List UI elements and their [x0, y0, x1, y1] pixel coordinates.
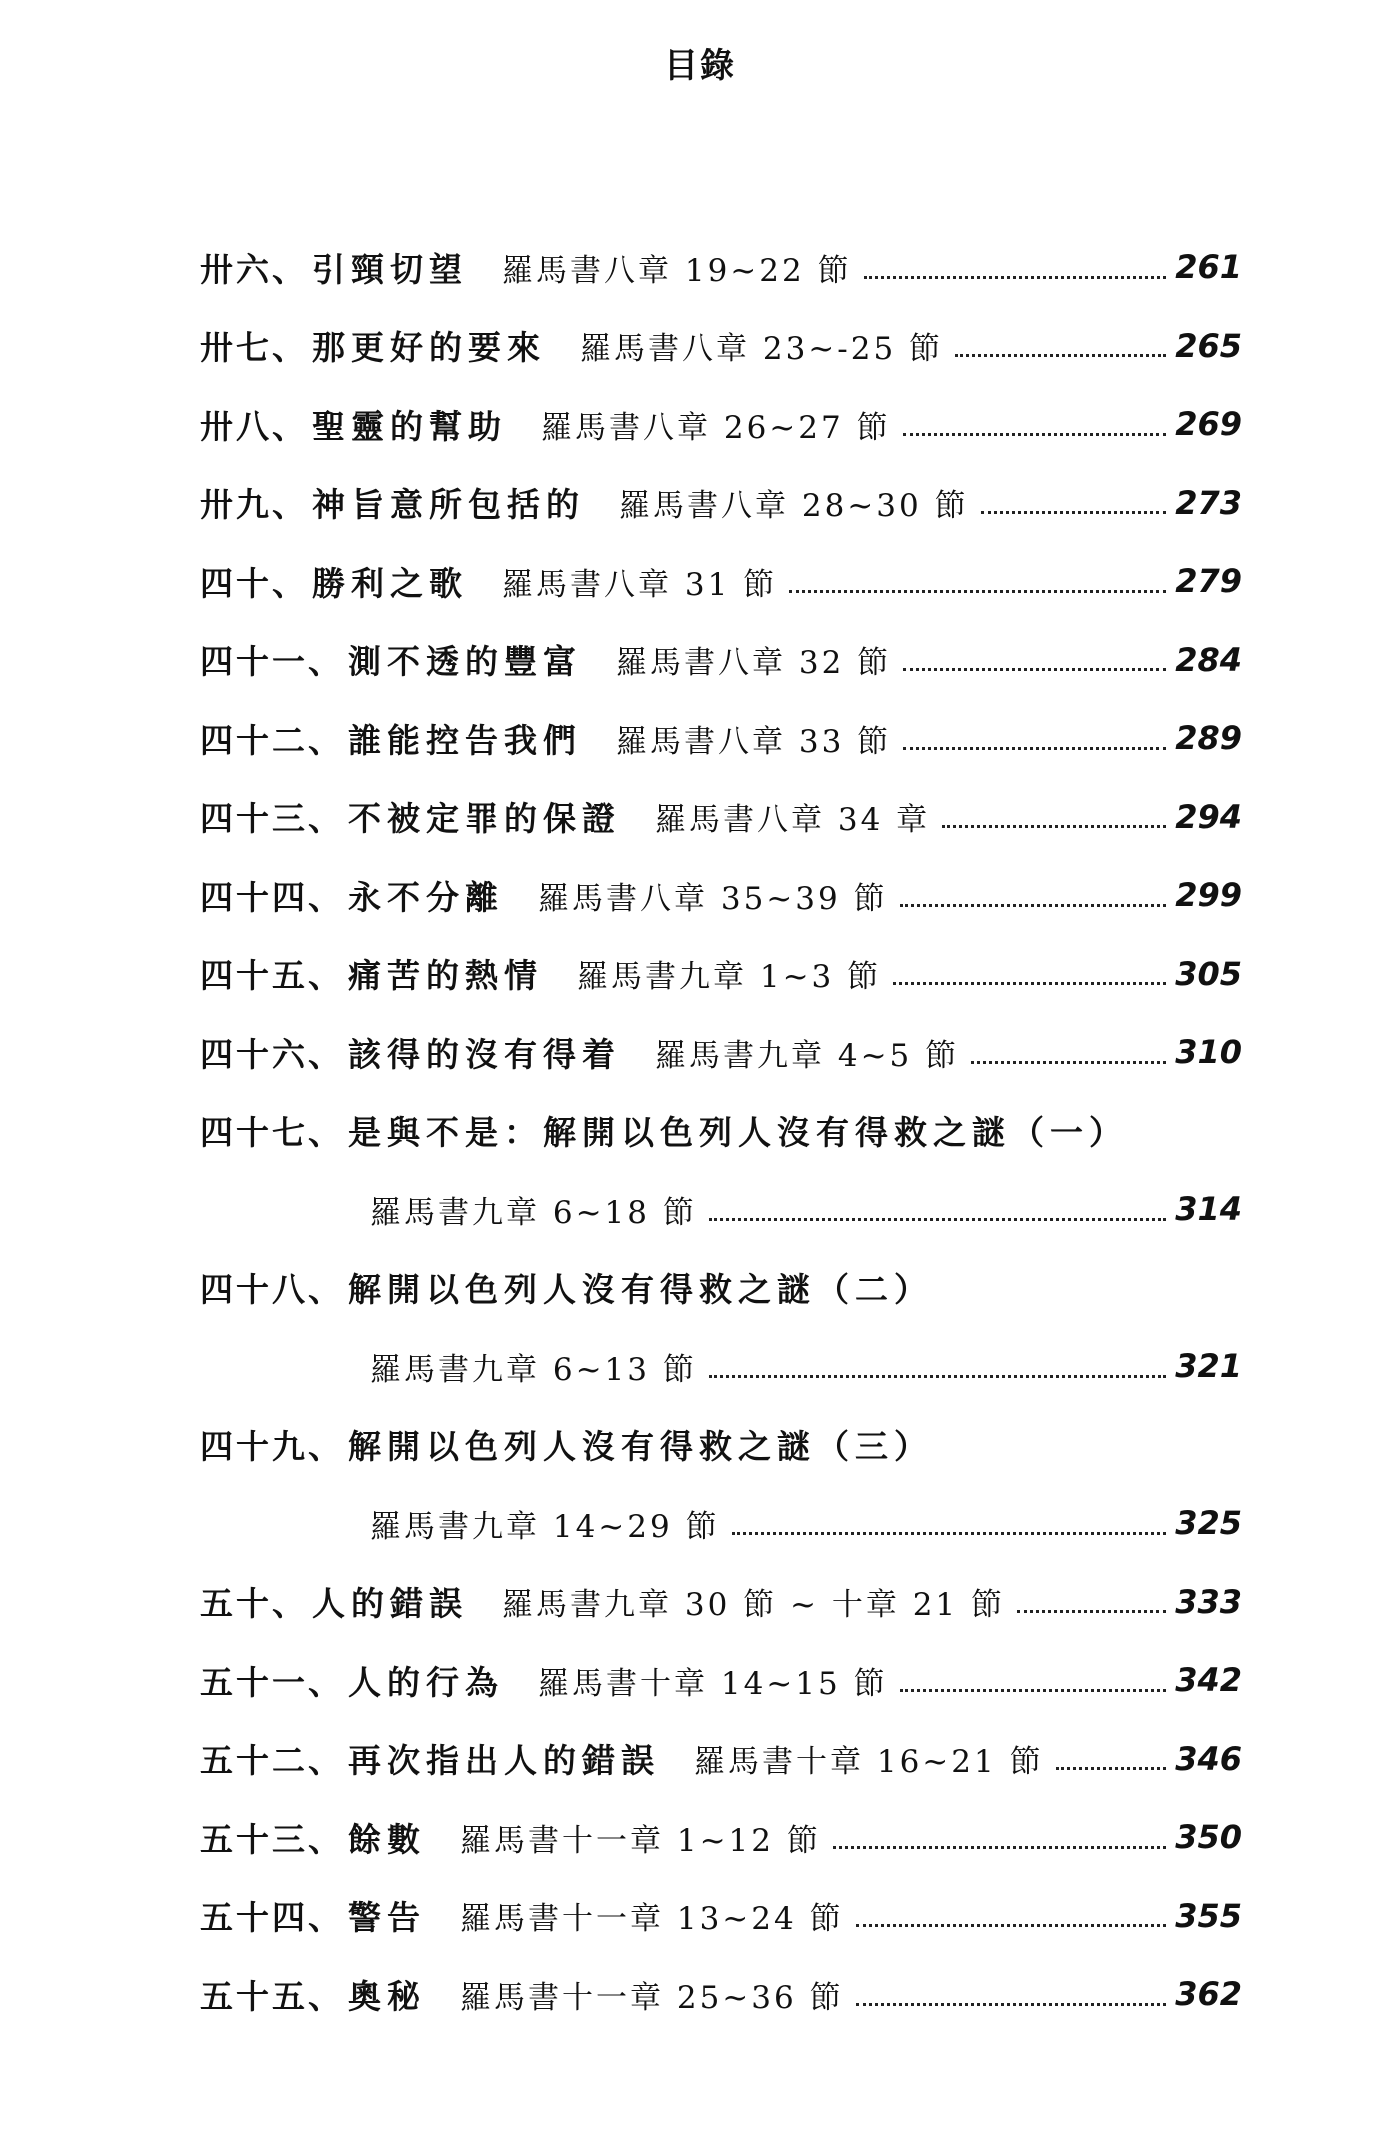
entry-page-number: 355 [1175, 1896, 1242, 1935]
dot-leader [903, 747, 1166, 750]
entry-scripture-ref: 羅馬書九章 6~13 節 [370, 1351, 697, 1388]
entry-page-number: 261 [1175, 248, 1242, 287]
entry-title: 人的行為 [348, 1662, 504, 1702]
entry-title: 勝利之歌 [312, 563, 468, 603]
toc-entry[interactable] [0, 1013, 1400, 1092]
toc-entry[interactable] [0, 542, 1400, 621]
entry-page-number: 333 [1175, 1582, 1242, 1621]
entry-scripture-ref: 羅馬書十章 14~15 節 [538, 1665, 888, 1702]
dot-leader [981, 511, 1166, 514]
entry-title: 人的錯誤 [312, 1584, 468, 1624]
entry-number: 五十二、 [200, 1741, 344, 1781]
dot-leader [971, 1061, 1166, 1064]
entry-scripture-ref: 羅馬書九章 14~29 節 [370, 1508, 720, 1545]
entry-title: 再次指出人的錯誤 [348, 1741, 660, 1781]
entry-title: 是與不是：解開以色列人沒有得救之謎（一） [348, 1113, 1128, 1153]
entry-number: 五十四、 [200, 1898, 344, 1938]
entry-scripture-ref: 羅馬書十章 16~21 節 [694, 1744, 1044, 1781]
entry-scripture-ref: 羅馬書八章 19~22 節 [502, 252, 852, 289]
entry-page-number: 273 [1175, 483, 1242, 522]
entry-scripture-ref: 羅馬書八章 32 節 [616, 645, 892, 682]
entry-scripture-ref: 羅馬書九章 6~18 節 [370, 1194, 697, 1231]
entry-number: 四十七、 [200, 1113, 344, 1153]
entry-title: 那更好的要來 [312, 328, 546, 368]
toc-entry[interactable] [0, 1955, 1400, 2034]
dot-leader [903, 433, 1166, 436]
toc-entry[interactable] [0, 621, 1400, 700]
entry-page-number: 362 [1175, 1975, 1242, 2014]
entry-page-number: 314 [1175, 1190, 1242, 1229]
dot-leader [1017, 1610, 1166, 1613]
entry-title: 痛苦的熱情 [348, 956, 543, 996]
entry-scripture-ref: 羅馬書九章 1~3 節 [577, 959, 882, 996]
entry-title: 不被定罪的保證 [348, 799, 621, 839]
entry-title: 餘數 [348, 1819, 426, 1859]
dot-leader [833, 1846, 1166, 1849]
toc-entry[interactable] [0, 1798, 1400, 1877]
dot-leader [900, 1689, 1166, 1692]
dot-leader [864, 276, 1166, 279]
dot-leader [942, 825, 1166, 828]
toc-entry[interactable] [0, 464, 1400, 543]
entry-scripture-ref: 羅馬書十一章 1~12 節 [460, 1822, 821, 1859]
entry-page-number: 346 [1175, 1739, 1242, 1778]
entry-scripture-ref: 羅馬書八章 26~27 節 [541, 409, 891, 446]
entry-number: 四十三、 [200, 799, 344, 839]
entry-number: 卅八、 [200, 406, 308, 446]
entry-number: 五十五、 [200, 1976, 344, 2016]
entry-number: 五十一、 [200, 1662, 344, 1702]
entry-title: 該得的沒有得着 [348, 1034, 621, 1074]
entry-number: 四十一、 [200, 642, 344, 682]
entry-scripture-ref: 羅馬書九章 4~5 節 [655, 1037, 960, 1074]
dot-leader [856, 1924, 1166, 1927]
toc-entry[interactable] [0, 1877, 1400, 1956]
entry-scripture-ref: 羅馬書八章 35~39 節 [538, 880, 888, 917]
entry-page-number: 265 [1175, 326, 1242, 365]
dot-leader [903, 668, 1166, 671]
dot-leader [900, 904, 1166, 907]
entry-title: 測不透的豐富 [348, 642, 582, 682]
dot-leader [856, 2003, 1166, 2006]
dot-leader [955, 354, 1166, 357]
entry-page-number: 321 [1175, 1347, 1242, 1386]
toc-entry[interactable] [0, 1092, 1400, 1249]
entry-page-number: 325 [1175, 1504, 1242, 1543]
toc-entry[interactable] [0, 699, 1400, 778]
toc-entry[interactable] [0, 1641, 1400, 1720]
entry-number: 四十八、 [200, 1270, 344, 1310]
toc-entry[interactable] [0, 856, 1400, 935]
entry-page-number: 284 [1175, 640, 1242, 679]
entry-number: 四十九、 [200, 1427, 344, 1467]
entry-scripture-ref: 羅馬書九章 30 節 ~ 十章 21 節 [502, 1587, 1005, 1624]
entry-title: 聖靈的幫助 [312, 406, 507, 446]
entry-page-number: 342 [1175, 1661, 1242, 1700]
table-of-contents [0, 228, 1400, 2034]
toc-entry[interactable] [0, 1249, 1400, 1406]
entry-scripture-ref: 羅馬書十一章 13~24 節 [460, 1901, 844, 1938]
dot-leader [709, 1218, 1166, 1221]
entry-number: 四十四、 [200, 877, 344, 917]
entry-scripture-ref: 羅馬書八章 33 節 [616, 723, 892, 760]
entry-number: 卅七、 [200, 328, 308, 368]
toc-entry[interactable] [0, 307, 1400, 386]
toc-entry[interactable] [0, 1563, 1400, 1642]
entry-number: 四十五、 [200, 956, 344, 996]
toc-entry[interactable] [0, 385, 1400, 464]
toc-entry[interactable] [0, 1406, 1400, 1563]
entry-number: 五十、 [200, 1584, 308, 1624]
entry-number: 卅九、 [200, 485, 308, 525]
toc-entry[interactable] [0, 935, 1400, 1014]
toc-entry[interactable] [0, 1720, 1400, 1799]
dot-leader [732, 1532, 1166, 1535]
entry-page-number: 269 [1175, 405, 1242, 444]
entry-scripture-ref: 羅馬書十一章 25~36 節 [460, 1979, 844, 2016]
entry-title: 警告 [348, 1898, 426, 1938]
entry-number: 五十三、 [200, 1819, 344, 1859]
entry-number: 四十二、 [200, 720, 344, 760]
toc-entry[interactable] [0, 228, 1400, 307]
entry-title: 永不分離 [348, 877, 504, 917]
entry-page-number: 299 [1175, 876, 1242, 915]
entry-scripture-ref: 羅馬書八章 28~30 節 [619, 488, 969, 525]
entry-title: 奧秘 [348, 1976, 426, 2016]
entry-title: 解開以色列人沒有得救之謎（三） [348, 1427, 933, 1467]
entry-page-number: 305 [1175, 954, 1242, 993]
entry-title: 誰能控告我們 [348, 720, 582, 760]
dot-leader [709, 1375, 1166, 1378]
entry-page-number: 350 [1175, 1818, 1242, 1857]
entry-scripture-ref: 羅馬書八章 31 節 [502, 566, 778, 603]
dot-leader [789, 590, 1166, 593]
entry-scripture-ref: 羅馬書八章 23~-25 節 [580, 331, 944, 368]
dot-leader [893, 982, 1166, 985]
entry-page-number: 279 [1175, 562, 1242, 601]
entry-title: 神旨意所包括的 [312, 485, 585, 525]
page-title: 目錄 [664, 46, 736, 86]
dot-leader [1056, 1767, 1166, 1770]
entry-scripture-ref: 羅馬書八章 34 章 [655, 802, 931, 839]
toc-entry[interactable] [0, 778, 1400, 857]
entry-number: 四十、 [200, 563, 308, 603]
entry-number: 卅六、 [200, 249, 308, 289]
entry-title: 引頸切望 [312, 249, 468, 289]
entry-number: 四十六、 [200, 1034, 344, 1074]
entry-page-number: 310 [1175, 1033, 1242, 1072]
entry-page-number: 289 [1175, 719, 1242, 758]
entry-page-number: 294 [1175, 797, 1242, 836]
entry-title: 解開以色列人沒有得救之謎（二） [348, 1270, 933, 1310]
